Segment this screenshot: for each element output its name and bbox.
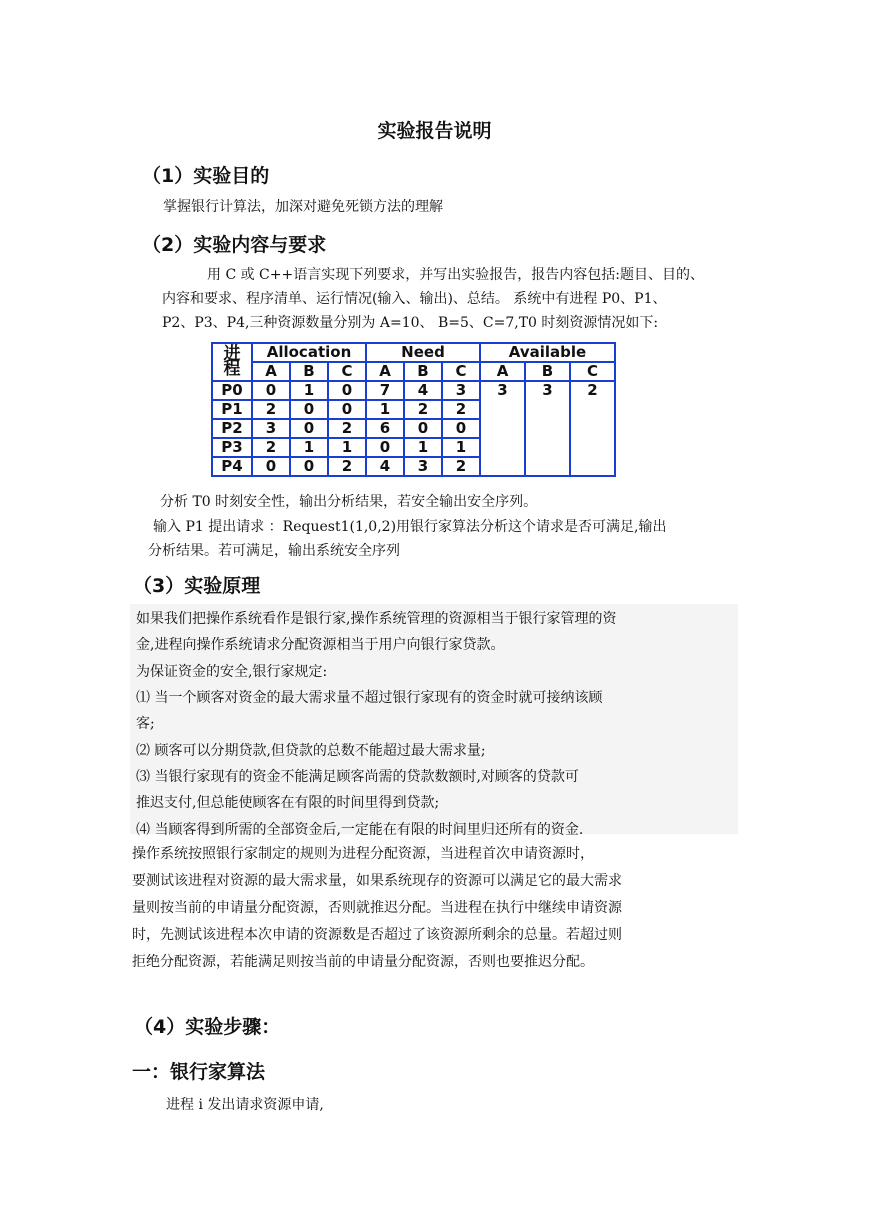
sub-header: B [290, 362, 328, 381]
process-header-char: 进 [223, 344, 241, 364]
sub-header: A [366, 362, 404, 381]
available-header: Available [480, 343, 615, 362]
process-cell: P1 [212, 400, 252, 419]
allocation-header: Allocation [252, 343, 366, 362]
need-cell: 3 [404, 457, 442, 476]
allocation-cell: 1 [290, 438, 328, 457]
section-2-line: P2、P3、P4,三种资源数量分别为 A=10、 B=5、C=7,T0 时刻资源情况如下: [162, 315, 659, 331]
paragraph-line: 操作系统按照银行家制定的规则为进程分配资源，当进程首次申请资源时， [132, 846, 594, 862]
allocation-cell: 0 [252, 381, 290, 400]
need-cell: 7 [366, 381, 404, 400]
need-header: Need [366, 343, 480, 362]
section-2-after-line: 输入 P1 提出请求 ：Request1(1,0,2)用银行家算法分析这个请求是否可满足,输出 [153, 519, 667, 535]
need-cell: 1 [366, 400, 404, 419]
allocation-rule-paragraph [132, 841, 738, 976]
section-2-line: 内容和要求、程序清单、运行情况(输入、输出)、总结。 系统中有进程 P0、P1、 [162, 291, 667, 307]
principle-line: 为保证资金的安全,银行家规定: [136, 664, 328, 680]
section-4-subheading: 一：银行家算法 [132, 1061, 266, 1083]
principle-line: 推迟支付,但总能使顾客在有限的时间里得到贷款; [136, 795, 440, 811]
principle-line: 如果我们把操作系统看作是银行家,操作系统管理的资源相当于银行家管理的资 [136, 611, 617, 627]
section-2-after-line: 分析结果。若可满足，输出系统安全序列 [148, 543, 400, 559]
sub-header: B [525, 362, 570, 381]
paragraph-line: 要测试该进程对资源的最大需求量，如果系统现存的资源可以满足它的最大需求 [132, 873, 622, 889]
principle-line: 客; [136, 716, 155, 732]
allocation-cell: 0 [290, 400, 328, 419]
section-1-text: 掌握银行计算法，加深对避免死锁方法的理解 [163, 199, 443, 215]
allocation-cell: 0 [290, 419, 328, 438]
section-3-heading: （3）实验原理 [133, 575, 261, 597]
available-cell: 2 [570, 381, 615, 476]
need-cell: 0 [442, 419, 480, 438]
principle-line: ⑴ 当一个顾客对资金的最大需求量不超过银行家现有的资金时就可接纳该顾 [136, 690, 603, 706]
principle-line: ⑷ 当顾客得到所需的全部资金后,一定能在有限的时间里归还所有的资金. [136, 822, 584, 838]
need-cell: 2 [442, 400, 480, 419]
allocation-cell: 2 [328, 457, 366, 476]
paragraph-line: 时，先测试该进程本次申请的资源数是否超过了该资源所剩余的总量。若超过则 [132, 927, 622, 943]
need-cell: 6 [366, 419, 404, 438]
need-cell: 2 [442, 457, 480, 476]
allocation-cell: 3 [252, 419, 290, 438]
need-cell: 4 [404, 381, 442, 400]
resource-table [211, 342, 616, 477]
available-cell: 3 [525, 381, 570, 476]
allocation-cell: 2 [252, 438, 290, 457]
need-cell: 0 [404, 419, 442, 438]
sub-header: A [252, 362, 290, 381]
need-cell: 1 [404, 438, 442, 457]
sub-header: C [442, 362, 480, 381]
paragraph-line: 拒绝分配资源，若能满足则按当前的申请量分配资源，否则也要推迟分配。 [132, 954, 594, 970]
need-cell: 3 [442, 381, 480, 400]
principle-line: ⑵ 顾客可以分期贷款,但贷款的总数不能超过最大需求量; [136, 743, 486, 759]
allocation-cell: 2 [252, 400, 290, 419]
process-cell: P0 [212, 381, 252, 400]
section-4-heading: （4）实验步骤： [134, 1016, 281, 1038]
need-cell: 1 [442, 438, 480, 457]
process-cell: P3 [212, 438, 252, 457]
allocation-cell: 0 [290, 457, 328, 476]
process-cell: P4 [212, 457, 252, 476]
principle-line: 金,进程向操作系统请求分配资源相当于用户向银行家贷款。 [136, 637, 505, 653]
need-cell: 2 [404, 400, 442, 419]
table-row [212, 381, 615, 400]
principle-line: ⑶ 当银行家现有的资金不能满足顾客尚需的贷款数额时,对顾客的贷款可 [136, 769, 579, 785]
section-2-heading: （2）实验内容与要求 [142, 234, 327, 256]
allocation-cell: 1 [290, 381, 328, 400]
section-2-after-line: 分析 T0 时刻安全性，输出分析结果，若安全输出安全序列。 [160, 494, 538, 510]
sub-header: A [480, 362, 525, 381]
need-cell: 0 [366, 438, 404, 457]
page-title: 实验报告说明 [377, 120, 492, 142]
section-2-line: 用 C 或 C++语言实现下列要求，并写出实验报告，报告内容包括:题目、目的、 [207, 267, 704, 283]
allocation-cell: 0 [328, 400, 366, 419]
sub-header: C [328, 362, 366, 381]
process-header-char: 程 [223, 359, 241, 379]
process-header [212, 343, 252, 381]
allocation-cell: 1 [328, 438, 366, 457]
sub-header: C [570, 362, 615, 381]
section-1-heading: （1）实验目的 [142, 165, 270, 187]
allocation-cell: 0 [252, 457, 290, 476]
allocation-cell: 2 [328, 419, 366, 438]
allocation-cell: 0 [328, 381, 366, 400]
section-4-text: 进程 i 发出请求资源申请, [166, 1097, 324, 1113]
paragraph-line: 量则按当前的申请量分配资源，否则就推迟分配。当进程在执行中继续申请资源 [132, 900, 622, 916]
sub-header: B [404, 362, 442, 381]
process-cell: P2 [212, 419, 252, 438]
available-cell: 3 [480, 381, 525, 476]
need-cell: 4 [366, 457, 404, 476]
